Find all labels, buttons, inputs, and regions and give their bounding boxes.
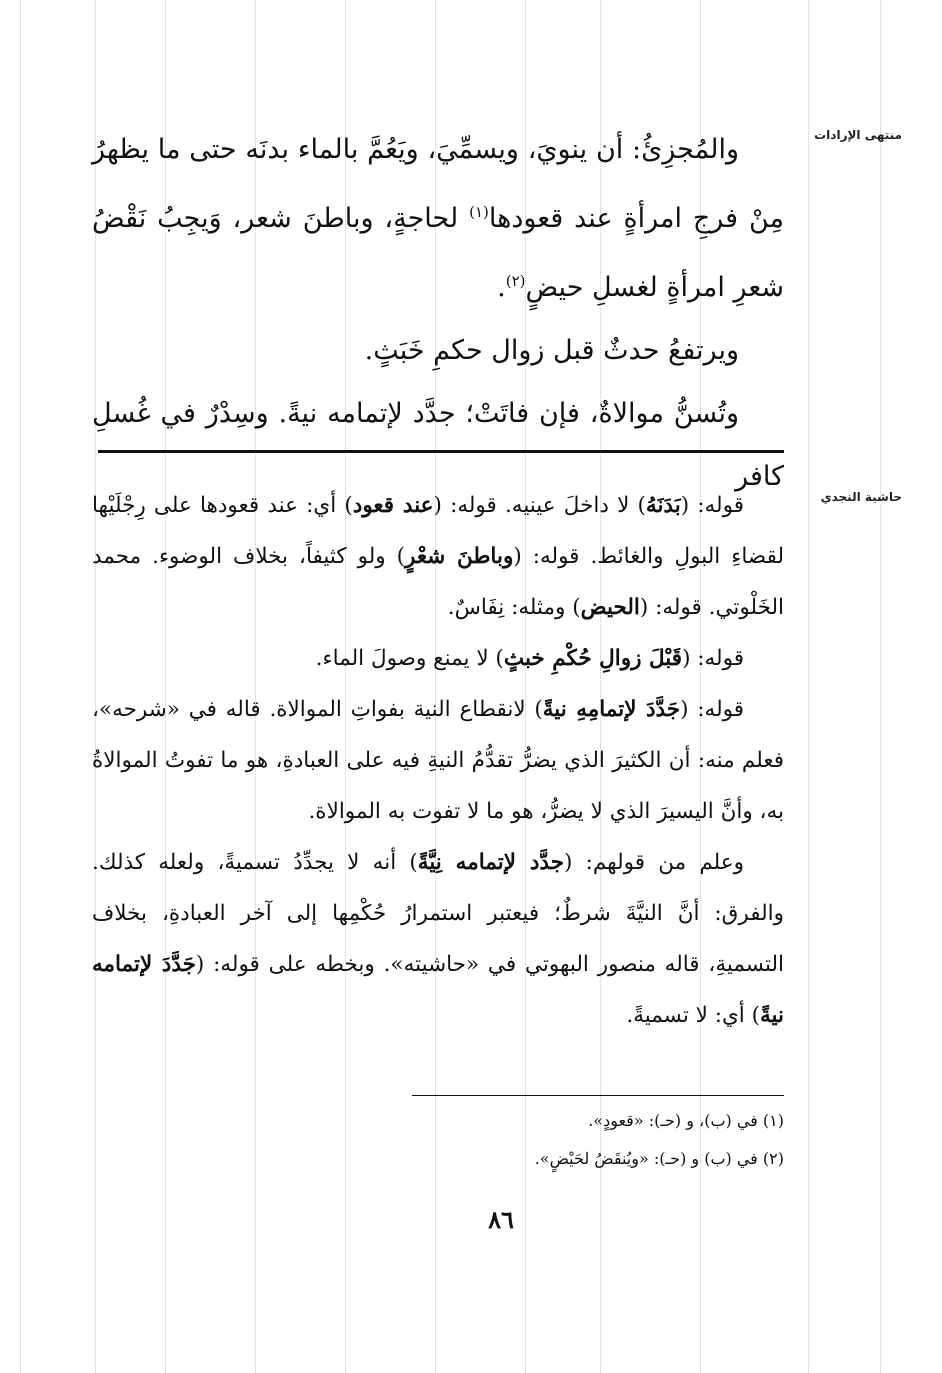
footnote-rule — [412, 1095, 784, 1096]
scan-guide — [880, 0, 881, 1373]
gloss-paragraph-1: قوله: (بَدَنَهُ) لا داخلَ عينيه. قوله: (عند قعود) أي: عند قعودها على رِجْلَيْها لقضاءِ البولِ والغائط. قوله: (وباطنَ شعْرٍ) ولو كثيفاً، بخلاف الوضوء. محمد الخَلْوتي. قوله: (الحيض) ومثله: نِفَاسٌ. — [92, 493, 784, 620]
quoted-term: عند قعود — [352, 493, 434, 518]
page-number: ٨٦ — [488, 1205, 514, 1234]
quoted-term: قَبْلَ زوالِ حُكْمِ خبثٍ — [503, 646, 683, 671]
main-paragraph-3: وتُسنُّ موالاةٌ، فإن فاتَتْ؛ جدَّد لإتمامه نيةً. وسِدْرٌ في غُسلِ كافر — [92, 398, 784, 492]
quoted-term: بَدَنَهُ — [645, 493, 681, 518]
footnotes — [412, 1102, 784, 1178]
footnote-2: (٢) في (ب) و (حـ): «ويُنقَضُ لحَيْضٍ». — [534, 1149, 784, 1168]
section-divider — [98, 450, 784, 453]
footnote-ref-2[interactable]: (٢) — [505, 272, 526, 290]
quoted-term: جَدَّدَ لإتمامِهِ نيةً — [542, 697, 681, 722]
scan-guide — [20, 0, 21, 1373]
quoted-term: وباطنَ شعْرٍ — [405, 544, 514, 569]
gloss-text — [92, 480, 784, 1041]
gloss-paragraph-3: قوله: (جَدَّدَ لإتمامِهِ نيةً) لانقطاع النية بفواتِ الموالاة. قاله في «شرحه»، فعلم منه: أن الكثيرَ الذي يضرُّ تقدُّمُ النيةِ فيه على العبادةِ، هو ما تفوتُ الموالاةُ به، وأنَّ اليسيرَ الذي لا يضرُّ، هو ما لا تفوت به الموالاة. — [92, 697, 784, 824]
main-paragraph-2: ويرتفعُ حدثٌ قبل زوال حكمِ خَبَثٍ. — [364, 335, 739, 366]
footnote-ref-1[interactable]: (١) — [469, 203, 489, 221]
side-label-gloss: حاشية النجدي — [820, 490, 902, 504]
side-label-main: منتهى الإرادات — [814, 128, 902, 142]
gloss-paragraph-4: وعلم من قولهم: (جدَّد لإتمامه نِيَّةً) أنه لا يجدِّدُ تسميةً، ولعله كذلك. والفرق: أنَّ النيَّةَ شرطٌ؛ فيعتبر استمرارُ حُكْمِها إلى آخر العبادةِ، بخلاف التسميةِ، قاله منصور البهوتي في «حاشيته». وبخطه على قوله: (جَدَّدَ لإتمامه نيةً) أي: لا تسميةً. — [92, 850, 784, 1028]
footnote-1: (١) في (ب)، و (حـ): «قعودٍ». — [588, 1111, 784, 1130]
scan-guide — [808, 0, 809, 1373]
main-paragraph-1: والمُجزِئُ: أن ينويَ، ويسمِّيَ، ويَعُمَّ بالماء بدنَه حتى ما يظهرُ مِنْ فرجِ امرأةٍ عند قعودها$^{(١)}$ لحاجةٍ، وباطنَ شعر، وَيجِبُ نَقْضُ شعرِ امرأةٍ لغسلِ حيضٍ$^{(٢)}$. — [92, 134, 784, 303]
quoted-term: الحيض — [580, 595, 640, 620]
gloss-paragraph-2: قوله: (قَبْلَ زوالِ حُكْمِ خبثٍ) لا يمنع وصولَ الماء. — [315, 646, 744, 671]
quoted-term: جدَّد لإتمامه نِيَّةً — [417, 850, 564, 875]
quoted-term: جَدَّدَ لإتمامه نيةً — [92, 952, 784, 1028]
